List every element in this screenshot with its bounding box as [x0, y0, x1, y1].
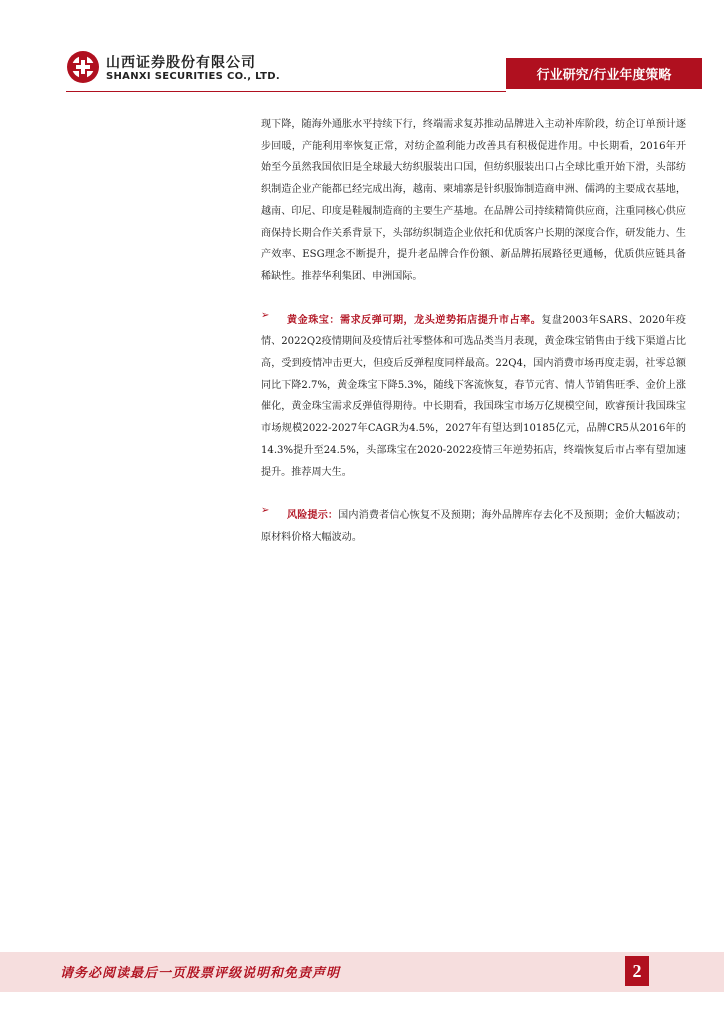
bullet-jewelry-heading: 黄金珠宝：需求反弹可期，龙头逆势拓店提升市占率。	[287, 314, 542, 326]
paragraph-textile: 现下降，随海外通胀水平持续下行，终端需求复苏推动品牌进入主动补库阶段，纺企订单预计逐步回暖，产能利用率恢复正常，对纺企盈利能力改善具有积极促进作用。中长期看，2016年开始至今虽然我国依旧是全球最大纺织服装出口国，但纺织服装出口占全球比重开始下滑，头部纺织制造企业产能都已经完成出海，越南、柬埔寨是针织服饰制造商申洲、儒鸿的主要成衣基地，越南、印尼、印度是鞋履制造商的主要生产基地。在品牌公司持续精简供应商，注重同核心供应商保持长期合作关系背景下，头部纺织制造企业依托和优质客户长期的深度合作，研发能力、生产效率、ESG理念不断提升，提升老品牌合作份额、新品牌拓展路径更通畅，优质供应链具备稀缺性。推荐华利集团、申洲国际。	[261, 119, 686, 282]
bullet-risk-body: 国内消费者信心恢复不及预期；海外品牌库存去化不及预期；金价大幅波动；原材料价格大幅波动。	[261, 510, 686, 543]
bullet-risk-heading: 风险提示：	[287, 510, 339, 522]
page-header	[0, 0, 724, 100]
header-rule	[66, 91, 506, 92]
bullet-jewelry-body: 复盘2003年SARS、2020年疫情、2022Q2疫情期间及疫情后社零整体和可选品类当月表现，黄金珠宝销售由于线下渠道占比高，受到疫情冲击更大，但疫后反弹程度同样最高。22Q4，国内消费市场再度走弱，社零总额同比下降2.7%，黄金珠宝下降5.3%，随线下客流恢复，春节元宵、情人节销售旺季、金价上涨催化，黄金珠宝需求反弹值得期待。中长期看，我国珠宝市场万亿规模空间，欧睿预计我国珠宝市场规模2022-2027年CAGR为4.5%，2027年有望达到10185亿元，品牌CR5从2016年的14.3%提升至24.5%，头部珠宝在2020-2022疫情三年逆势拓店，终端恢复后市占率有望加速提升。推荐周大生。	[261, 314, 686, 478]
bullet-arrow-icon: ➢	[261, 309, 270, 321]
bullet-jewelry	[261, 310, 686, 484]
bullet-arrow-icon: ➢	[261, 505, 270, 517]
company-name-cn: 山西证券股份有限公司	[106, 55, 256, 71]
company-name-en: SHANXI SECURITIES CO., LTD.	[106, 71, 280, 82]
page-number: 2	[625, 956, 649, 986]
report-category-tag: 行业研究/行业年度策略	[506, 58, 702, 89]
bullet-jewelry-text	[261, 310, 686, 484]
bullet-risk-text	[261, 505, 686, 548]
bullet-risk	[261, 505, 686, 548]
footer-disclaimer: 请务必阅读最后一页股票评级说明和免责声明	[60, 966, 341, 981]
shanxi-securities-logo-icon	[66, 50, 100, 84]
report-body	[261, 114, 686, 549]
